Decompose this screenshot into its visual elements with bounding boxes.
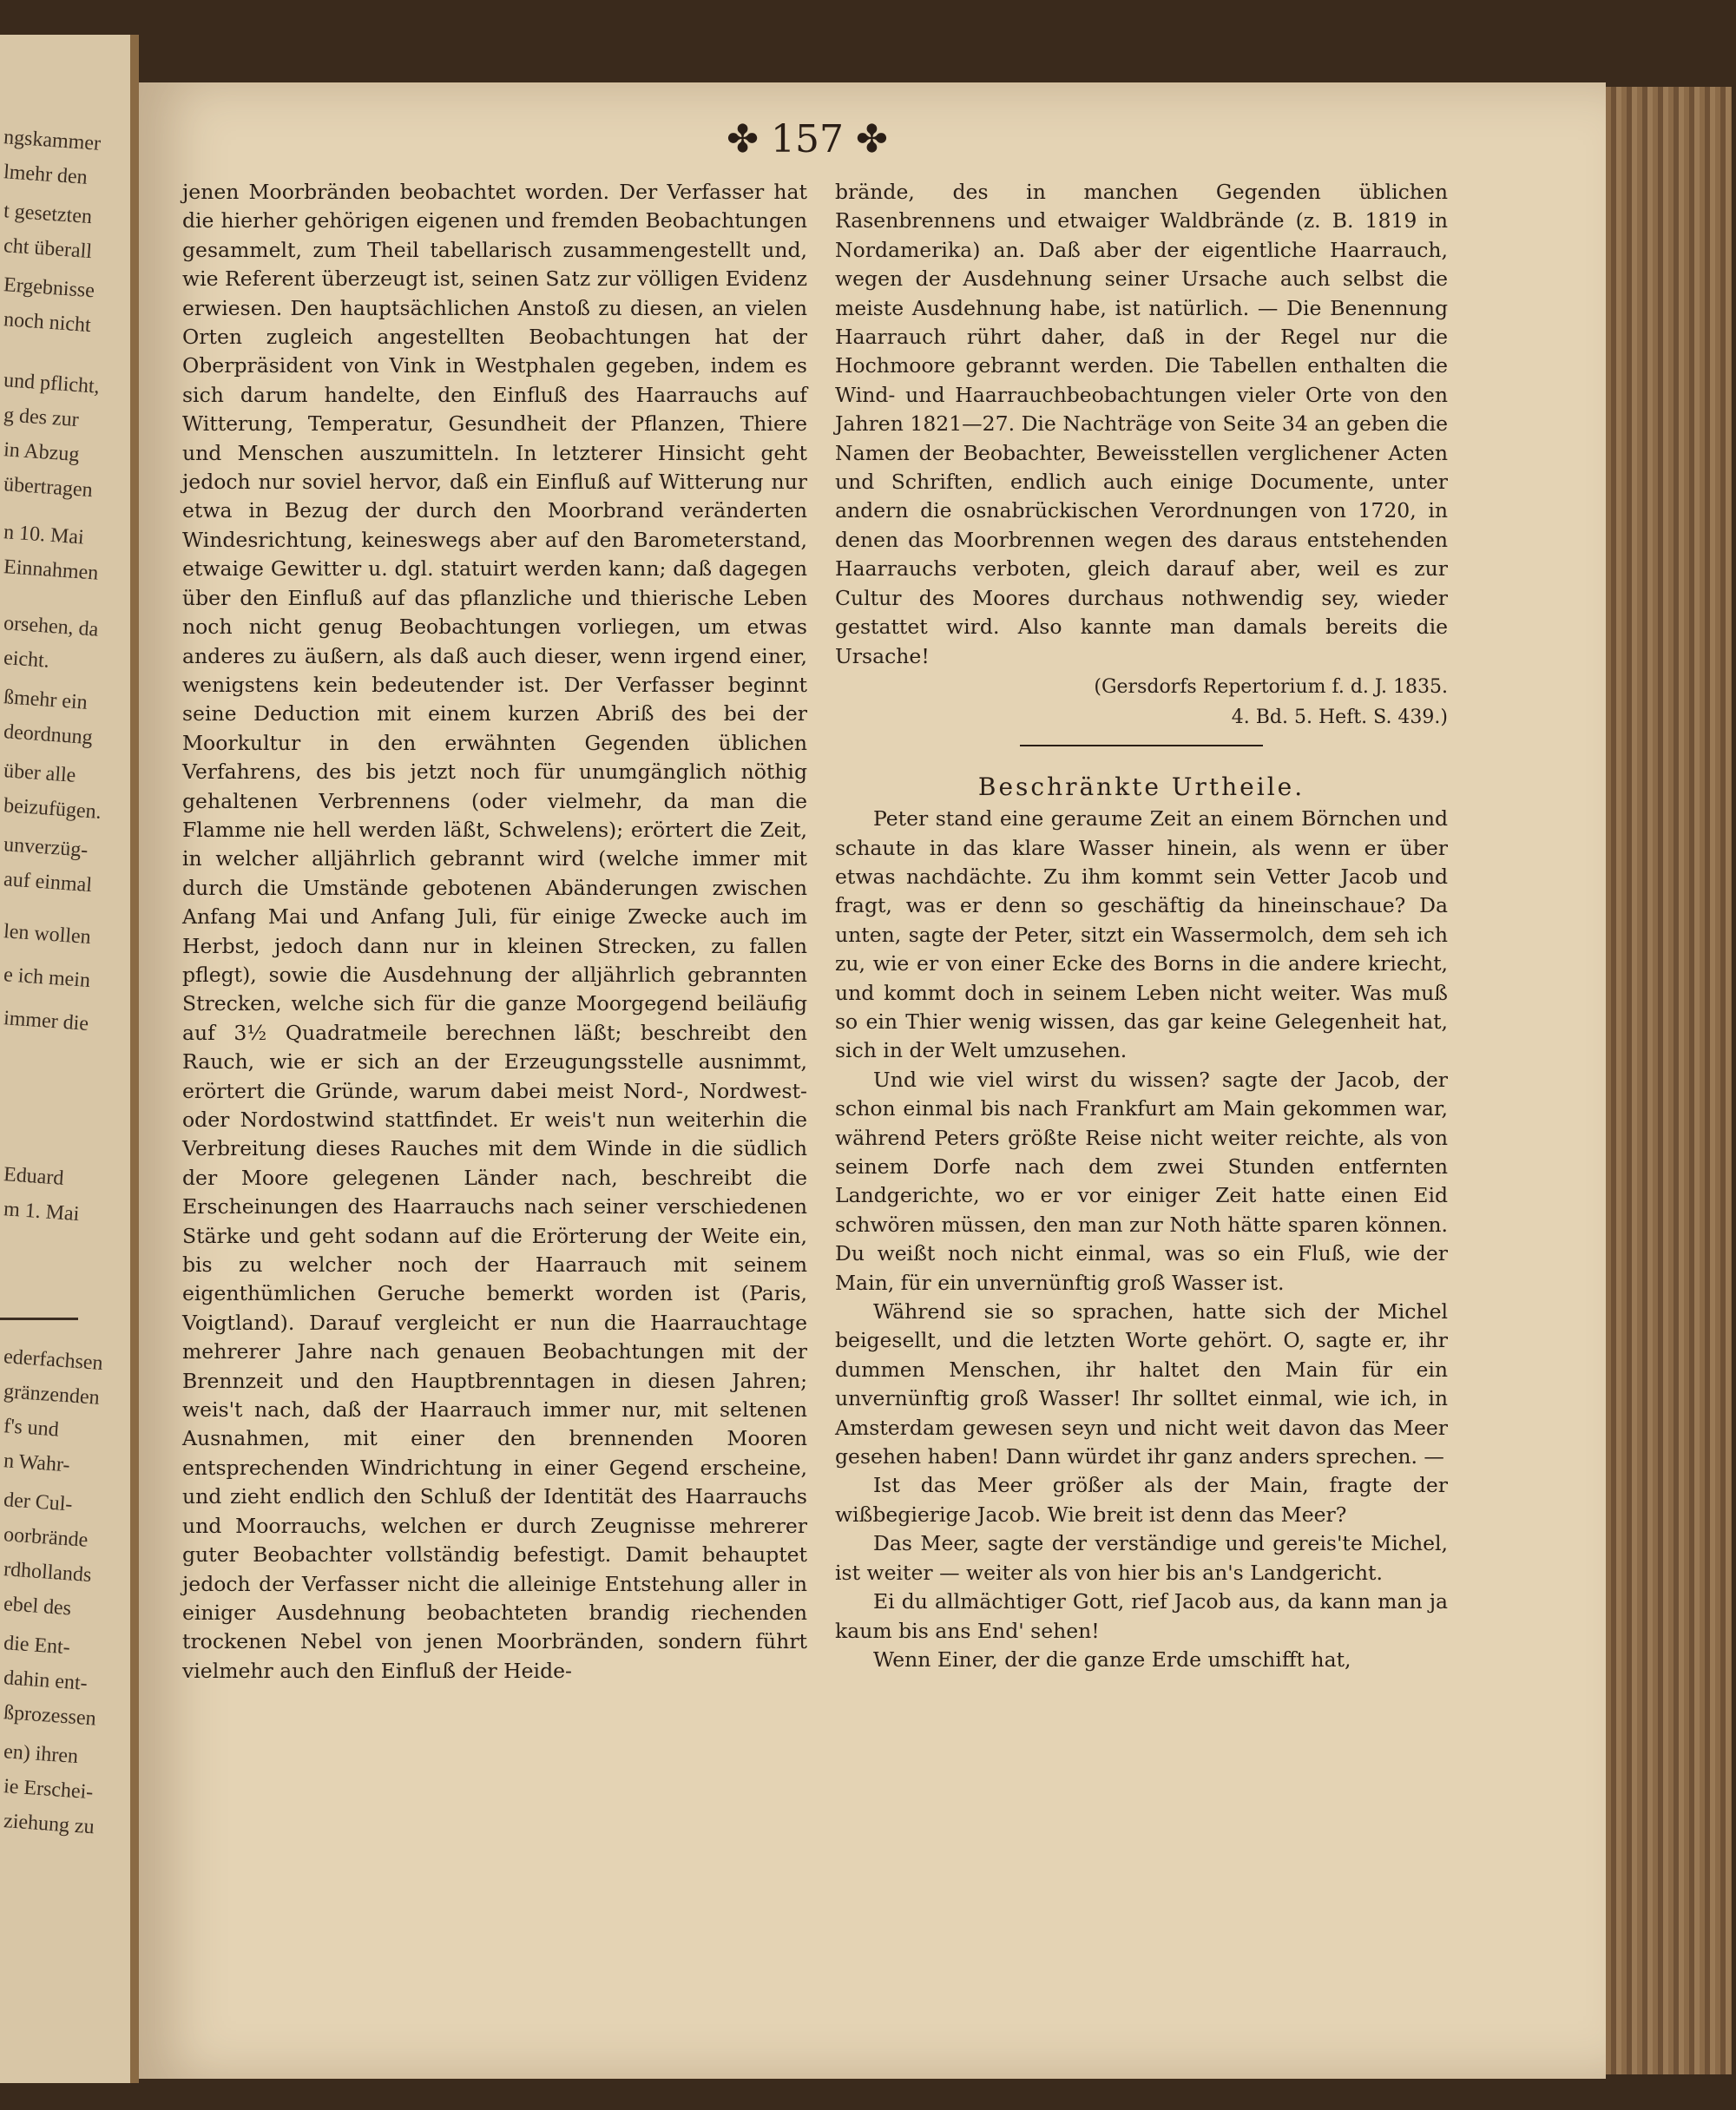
left-page-text-fragment: dahin ent- (3, 1666, 89, 1695)
left-page-text-fragment: Eduard (3, 1163, 65, 1190)
left-page-text-fragment: gränzenden (3, 1380, 101, 1410)
left-page-text-fragment: en) ihren (3, 1740, 79, 1769)
header-ornament-left: ✤ (727, 117, 759, 161)
left-page-text-fragment: auf einmal (3, 868, 93, 897)
left-page-text-fragment: Einnahmen (3, 555, 100, 585)
left-page-fragment (0, 35, 139, 2083)
left-page-text-fragment: ßmehr ein (3, 686, 89, 714)
page-header (686, 117, 929, 161)
story-paragraph: Ei du allmächtiger Gott, rief Jacob aus, da kann man ja kaum bis ans End' sehen! (835, 1589, 1448, 1643)
left-page-text-fragment: eicht. (3, 647, 50, 673)
left-page-text-fragment: orsehen, da (3, 612, 100, 641)
left-page-text-fragment: oorbrände (3, 1523, 89, 1552)
left-column (182, 178, 807, 1686)
left-page-text-fragment: deordnung (3, 720, 94, 750)
page-number: 157 (771, 117, 844, 161)
left-page-text-fragment: Ergebnisse (3, 273, 95, 303)
left-page-text-fragment: f's und (3, 1415, 60, 1442)
article-title: Beschränkte Urtheile. (977, 772, 1305, 801)
left-page-text-fragment: und pflicht, (3, 369, 101, 398)
left-page-text-fragment: t gesetzten (3, 200, 93, 229)
left-page-text-fragment: der Cul- (3, 1489, 74, 1516)
left-page-text-fragment: m 1. Mai (3, 1198, 81, 1226)
right-column-first-paragraph: brände, des in manchen Gegenden üblichen Rasenbrennens und etwaiger Waldbrände (z. B. 1819 in Nordamerika) an. Daß aber der eigentliche Haarrauch, wegen der Ausdehnung seiner Ursache auch selbst die meiste Ausdehnung habe, ist natürlich. — Die Benennung Haarrauch rührt daher, daß in der Regel nur die Hochmoore gebrannt werden. Die Tabellen enthalten die Wind- und Haarrauchbeobachtungen vieler Orte von den Jahren 1821—27. Die Nachträge von Seite 34 an geben die Namen der Beobachter, Beweisstellen verglichener Acten und Schriften, endlich auch einige Documente, unter andern die osnabrückischen Verordnungen von 1720, in denen das Moorbrennen wegen des daraus entstehenden Haarrauchs verboten, gleich darauf aber, weil es zur Cultur des Moores durchaus nothwendig sey, wieder gestattet wird. Also kannte man damals bereits die Ursache! (835, 180, 1448, 668)
left-page-text-fragment: e ich mein (3, 963, 91, 993)
story-paragraph: Das Meer, sagte der verständige und gereis'te Michel, ist weiter — weiter als von hier bis an's Landgericht. (835, 1531, 1448, 1585)
story-paragraph: Peter stand eine geraume Zeit an einem Börnchen und schaute in das klare Wasser hinein, als wenn er über etwas nachdächte. Zu ihm kommt sein Vetter Jacob und fragt, was er denn so geschäftig da hineinschaue? Da unten, sagte der Peter, sitzt ein Wassermolch, dem seh ich zu, wie er von einer Ecke des Borns in die andere kriecht, und kommt doch in seinem Leben nicht weiter. Was muß so ein Thier wenig wissen, das gar keine Gelegenheit hat, sich in der Welt umzusehen. (835, 806, 1448, 1063)
right-column (835, 178, 1448, 1674)
citation-line-2: 4. Bd. 5. Heft. S. 439.) (1231, 707, 1448, 729)
left-page-text-fragment: die Ent- (3, 1632, 71, 1660)
left-page-text-fragment: lmehr den (3, 161, 89, 189)
story-paragraph: Wenn Einer, der die ganze Erde umschifft hat, (873, 1647, 1351, 1672)
left-page-text-fragment: ederfachsen (3, 1345, 104, 1376)
left-column-text: jenen Moorbränden beobachtet worden. Der Verfasser hat die hierher gehörigen eigenen und fremden Beobachtungen gesammelt, zum Theil tabellarisch zusammengestellt und, wie Referent überzeugt ist, seinen Satz zur völligen Evidenz erwiesen. Den hauptsächlichen Anstoß zu diesen, an vielen Orten zugleich angestellten Beobachtungen hat der Oberpräsident von Vink in Westphalen gegeben, indem es sich darum handelte, den Einfluß des Haarrauchs auf Witterung, Temperatur, Gesundheit der Pflanzen, Thiere und Menschen auszumitteln. In letzterer Hinsicht geht jedoch nur soviel hervor, daß ein Einfluß auf Witterung nur etwa in Bezug der durch den Moorbrand veränderten Windesrichtung, keineswegs aber auf den Barometerstand, etwaige Gewitter u. dgl. statuirt werden kann; daß dagegen über den Einfluß auf das pflanzliche und thierische Leben noch nicht genug Beobachtungen vorliegen, um etwas anderes zu äußern, als daß auch dieser, wenn irgend einer, wenigstens kein bedeutender ist. Der Verfasser beginnt seine Deduction mit einem kurzen Abriß des bei der Moorkultur in den erwähnten Gegenden üblichen Verfahrens, des bis jetzt noch für unumgänglich nöthig gehaltenen Verbrennens (oder vielmehr, da man die Flamme nie hell werden läßt, Schwelens); erörtert die Zeit, in welcher alljährlich gebrannt wird (welche immer mit durch die Umstände gebotenen Abänderungen zwischen Anfang Mai und Anfang Juli, für einige Zwecke auch im Herbst, jedoch dann nur in kleinen Strecken, zu fallen pflegt), sowie die Ausdehnung der alljährlich gebrannten Strecken, welche sich für die ganze Moorgegend beiläufig auf 3½ Quadratmeile berechnen läßt; beschreibt den Rauch, wie er sich an der Erzeugungsstelle ausnimmt, erörtert die Gründe, warum dabei meist Nord-, Nordwest- oder Nordostwind stattfindet. Er weis't nun weiterhin die Verbreitung dieses Rauches mit dem Winde in die südlich der Moore gelegenen Länder nach, beschreibt die Erscheinungen des Haarrauchs nach seiner verschiedenen Stärke und geht sodann auf die Erörterung der Weite ein, bis zu welcher noch der Haarrauch mit seinem eigenthümlichen Geruche bemerkt worden ist (Paris, Voigtland). Darauf vergleicht er nun die Haarrauchtage mehrerer Jahre nach genauen Beobachtungen mit der Brennzeit und den Hauptbrenntagen in diesen Jahren; weis't nach, daß der Haarrauch immer nur, mit seltenen Ausnahmen, mit einer den brennenden Mooren entsprechenden Windrichtung in einer Gegend erscheine, und zieht endlich den Schluß der Identität des Haarrauchs und Moorrauchs, welchen er durch Zeugnisse mehrerer guter Beobachter vollständig befestigt. Damit behauptet jedoch der Verfasser nicht die alleinige Entstehung aller in einiger Ausdehnung beobachteten brandig riechenden trockenen Nebel von jenen Moorbränden, sondern führt vielmehr auch den Einfluß der Heide- (182, 180, 807, 1683)
left-page-text-fragment: ebel des (3, 1593, 72, 1620)
left-page-text-fragment: n Wahr- (3, 1449, 71, 1477)
left-page-text-fragment: rdhollands (3, 1558, 93, 1587)
left-page-text-fragment: über alle (3, 759, 77, 787)
left-page-text-fragment: noch nicht (3, 308, 92, 338)
left-page-text-fragment: beizufügen. (3, 794, 102, 824)
left-page-text-fragment: ßprozessen (3, 1701, 97, 1731)
left-page-text-fragment: g des zur (3, 404, 80, 432)
left-page-rule (0, 1318, 78, 1320)
left-page-text-fragment: ziehung zu (3, 1810, 95, 1839)
book-edge (1606, 87, 1732, 2074)
left-page-text-fragment: ngskammer (3, 126, 102, 155)
left-page-text-fragment: len wollen (3, 920, 92, 950)
left-page-text-fragment: unverzüg- (3, 833, 89, 862)
left-page-text-fragment: immer die (3, 1007, 89, 1035)
story-paragraph: Während sie so sprachen, hatte sich der Michel beigesellt, und die letzten Worte gehört. O, sagte er, ihr dummen Menschen, ihr haltet den Main für ein unvernünftig groß Wasser! Ihr solltet einmal, wie ich, in Amsterdam gewesen seyn und nicht weit davon das Meer gesehen haben! Dann würdet ihr ganz anders sprechen. — (835, 1299, 1448, 1469)
left-page-text-fragment: cht überall (3, 234, 93, 264)
header-ornament-right: ✤ (855, 117, 888, 161)
left-page-text-fragment: übertragen (3, 473, 94, 503)
story-paragraph: Und wie viel wirst du wissen? sagte der Jacob, der schon einmal bis nach Frankfurt am Main gekommen war, während Peters größte Reise nicht weiter reichte, als von seinem Dorfe nach dem zwei Stunden entfernten Landgerichte, wo er vor einiger Zeit hatte einen Eid schwören müssen, den man zur Noth hätte sparen können. Du weißt noch nicht einmal, was so ein Fluß, wie der Main, für ein unvernünftig groß Wasser ist. (835, 1067, 1448, 1295)
section-divider (1020, 745, 1263, 746)
left-page-text-fragment: in Abzug (3, 438, 81, 467)
left-page-text-fragment: ie Erschei- (3, 1775, 95, 1804)
left-page-text-fragment: n 10. Mai (3, 521, 85, 549)
citation-line-1: (Gersdorfs Repertorium f. d. J. 1835. (1094, 675, 1448, 698)
story-paragraph: Ist das Meer größer als der Main, fragte der wißbegierige Jacob. Wie breit ist denn das Meer? (835, 1473, 1448, 1527)
